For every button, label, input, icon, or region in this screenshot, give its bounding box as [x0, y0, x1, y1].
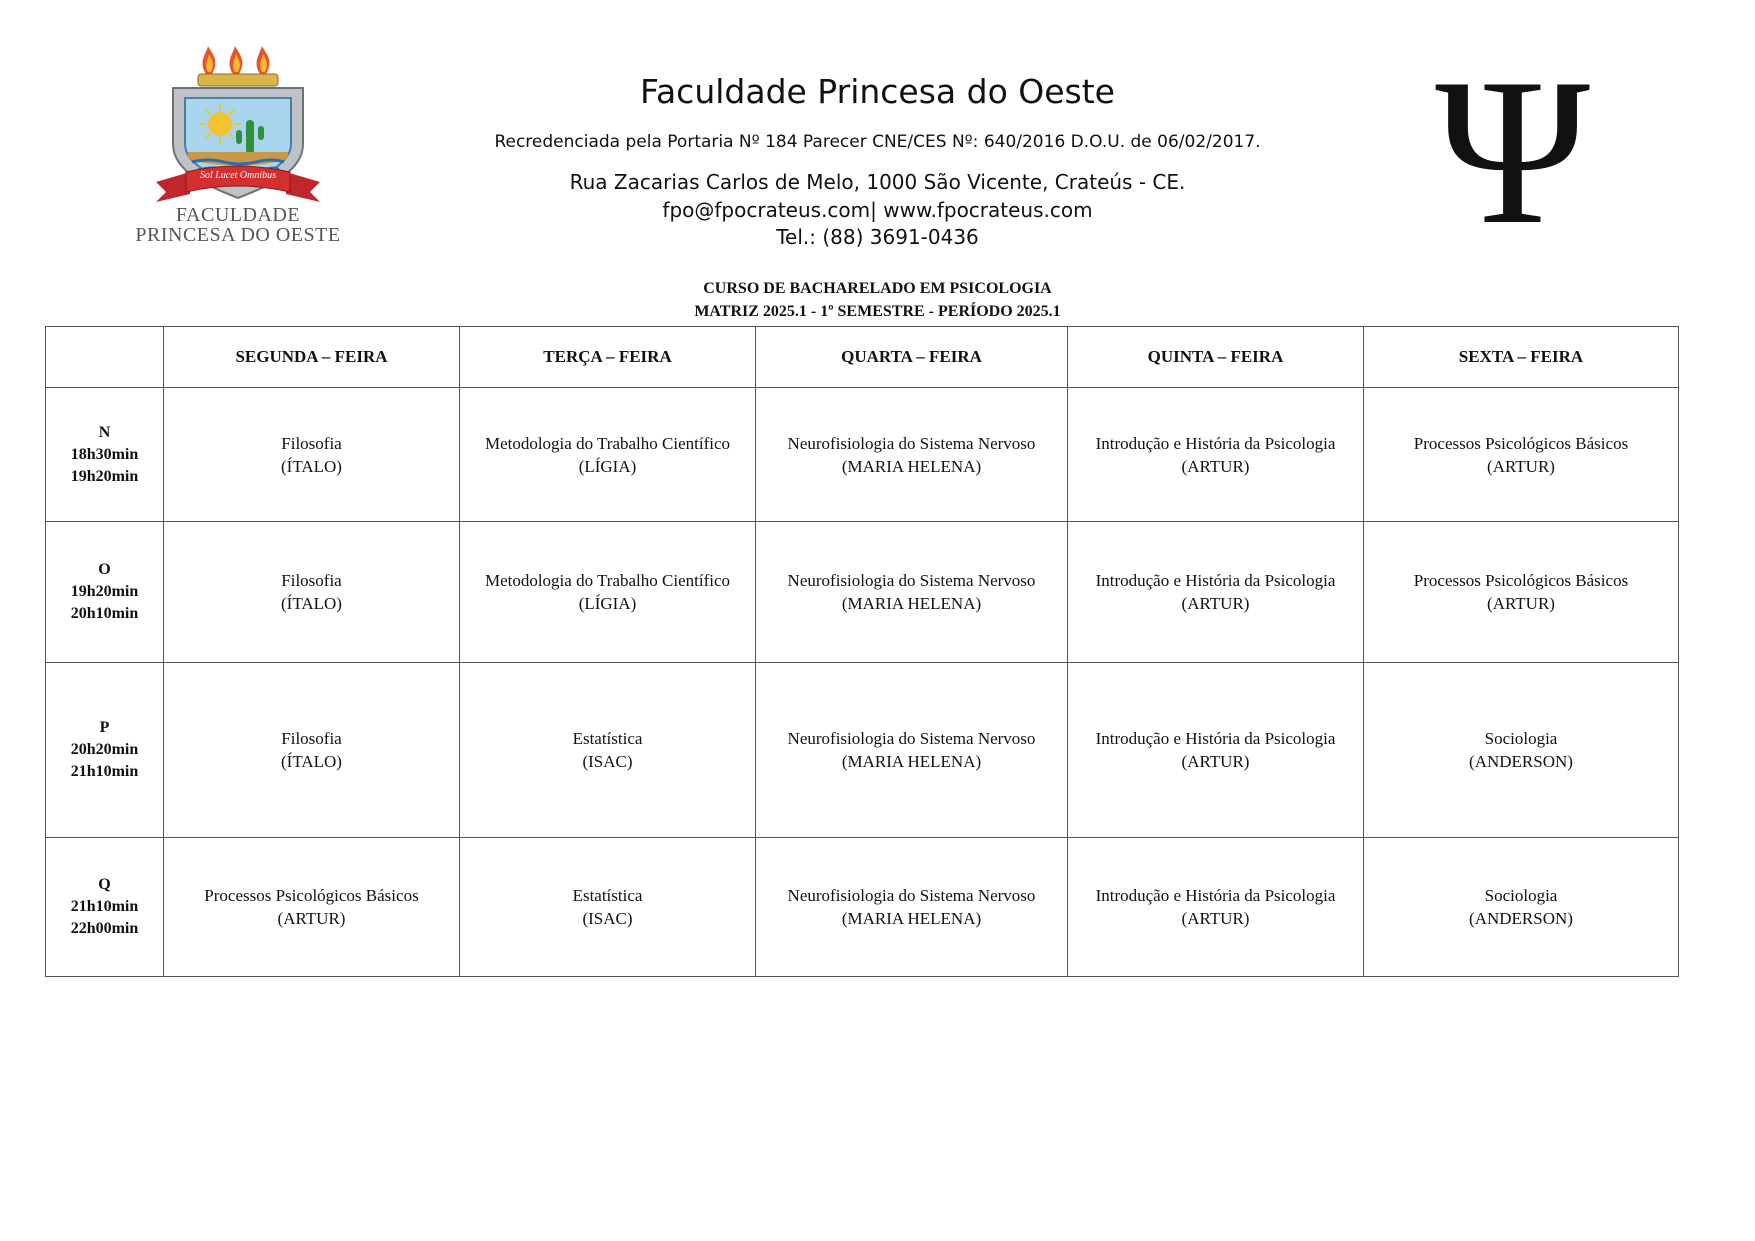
teacher-name: (MARIA HELENA) [841, 909, 982, 928]
class-cell [756, 838, 1068, 977]
logo-motto: Sol Lucet Omnibus [199, 170, 277, 181]
slot-letter: Q [98, 876, 111, 893]
teacher-name: (ÍTALO) [281, 752, 342, 771]
day-header: QUARTA – FEIRA [756, 327, 1068, 388]
slot-end: 19h20min [70, 467, 139, 485]
class-cell [756, 522, 1068, 663]
psi-symbol-icon: Ψ [1435, 36, 1590, 268]
subject-name: Filosofia [281, 433, 342, 453]
slot-letter: P [99, 719, 110, 736]
class-cell [164, 663, 460, 838]
subject-name: Neurofisiologia do Sistema Nervoso [787, 729, 1036, 748]
day-header: QUINTA – FEIRA [1068, 327, 1364, 388]
class-cell [1068, 522, 1364, 663]
class-cell [460, 663, 756, 838]
time-slot-cell [46, 663, 164, 838]
time-slot-cell [46, 522, 164, 663]
time-slot-cell [46, 388, 164, 522]
class-cell [1364, 663, 1679, 838]
class-cell [460, 522, 756, 663]
table-row [46, 838, 1679, 977]
slot-start: 21h10min [70, 898, 139, 915]
teacher-name: (LÍGIA) [578, 456, 637, 476]
teacher-name: (MARIA HELENA) [841, 594, 982, 613]
class-cell [1364, 838, 1679, 977]
teacher-name: (ISAC) [582, 752, 633, 771]
day-header: SEXTA – FEIRA [1364, 327, 1679, 388]
subject-name: Sociologia [1484, 729, 1558, 748]
subject-name: Sociologia [1484, 886, 1558, 905]
subject-name: Estatística [572, 886, 643, 905]
class-cell [460, 838, 756, 977]
teacher-name: (ARTUR) [1181, 456, 1250, 476]
schedule-table [45, 326, 1679, 977]
matrix-title: MATRIZ 2025.1 - 1º SEMESTRE - PERÍODO 2025.1 [694, 303, 1061, 320]
class-cell [1068, 388, 1364, 522]
subject-name: Introdução e História da Psicologia [1095, 433, 1336, 453]
teacher-name: (ARTUR) [277, 909, 346, 928]
teacher-name: (ISAC) [582, 909, 633, 928]
subject-name: Neurofisiologia do Sistema Nervoso [787, 571, 1036, 590]
teacher-name: (ÍTALO) [281, 456, 342, 476]
teacher-name: (ARTUR) [1181, 594, 1250, 613]
class-cell [460, 388, 756, 522]
subject-name: Introdução e História da Psicologia [1095, 886, 1336, 905]
slot-letter: O [98, 561, 111, 578]
slot-end: 21h10min [70, 763, 139, 780]
teacher-name: (MARIA HELENA) [841, 752, 982, 771]
subject-name: Filosofia [281, 571, 342, 590]
subject-name: Introdução e História da Psicologia [1095, 571, 1336, 590]
slot-start: 19h20min [70, 583, 139, 600]
table-row [46, 522, 1679, 663]
subject-name: Neurofisiologia do Sistema Nervoso [787, 886, 1036, 905]
class-cell [1364, 388, 1679, 522]
class-cell [164, 838, 460, 977]
subject-name: Processos Psicológicos Básicos [204, 886, 419, 905]
subject-name: Filosofia [281, 729, 342, 748]
time-slot-cell [46, 838, 164, 977]
phone-text: Tel.: (88) 3691-0436 [776, 225, 979, 249]
table-row [46, 663, 1679, 838]
teacher-name: (ARTUR) [1181, 752, 1250, 771]
slot-start: 20h20min [70, 741, 139, 758]
class-cell [756, 388, 1068, 522]
subject-name: Neurofisiologia do Sistema Nervoso [787, 433, 1036, 453]
class-cell [1364, 522, 1679, 663]
teacher-name: (LÍGIA) [578, 594, 637, 613]
teacher-name: (MARIA HELENA) [841, 456, 982, 476]
subject-name: Processos Psicológicos Básicos [1413, 571, 1629, 590]
subject-name: Estatística [572, 729, 643, 748]
table-corner-cell [46, 327, 164, 388]
day-header: SEGUNDA – FEIRA [164, 327, 460, 388]
slot-start: 18h30min [70, 445, 139, 463]
subject-name: Processos Psicológicos Básicos [1413, 433, 1629, 453]
table-header-row [46, 327, 1679, 388]
slot-letter: N [98, 423, 111, 441]
teacher-name: (ARTUR) [1487, 594, 1555, 613]
address-text: Rua Zacarias Carlos de Melo, 1000 São Vicente, Crateús - CE. [569, 170, 1186, 194]
slot-end: 20h10min [70, 605, 139, 622]
teacher-name: (ANDERSON) [1469, 752, 1573, 771]
course-title: CURSO DE BACHARELADO EM PSICOLOGIA [703, 280, 1052, 297]
subject-name: Metodologia do Trabalho Científico [484, 571, 731, 590]
day-header: TERÇA – FEIRA [460, 327, 756, 388]
contacts-text: fpo@fpocrateus.com| www.fpocrateus.com [662, 198, 1093, 222]
class-cell [164, 388, 460, 522]
subject-name: Introdução e História da Psicologia [1095, 729, 1336, 748]
logo-text-line-1: FACULDADE [175, 204, 301, 226]
subject-name: Metodologia do Trabalho Científico [484, 433, 731, 453]
accreditation-text: Recredenciada pela Portaria Nº 184 Parecer CNE/CES Nº: 640/2016 D.O.U. de 06/02/2017. [494, 132, 1261, 152]
teacher-name: (ARTUR) [1487, 456, 1555, 476]
class-cell [756, 663, 1068, 838]
table-row [46, 388, 1679, 522]
teacher-name: (ARTUR) [1181, 909, 1250, 928]
teacher-name: (ÍTALO) [281, 594, 342, 613]
class-cell [164, 522, 460, 663]
slot-end: 22h00min [70, 920, 139, 937]
class-cell [1068, 838, 1364, 977]
class-cell [1068, 663, 1364, 838]
teacher-name: (ANDERSON) [1469, 909, 1573, 928]
institution-name: Faculdade Princesa do Oeste [640, 72, 1115, 111]
logo-text-line-2: PRINCESA DO OESTE [135, 224, 341, 246]
